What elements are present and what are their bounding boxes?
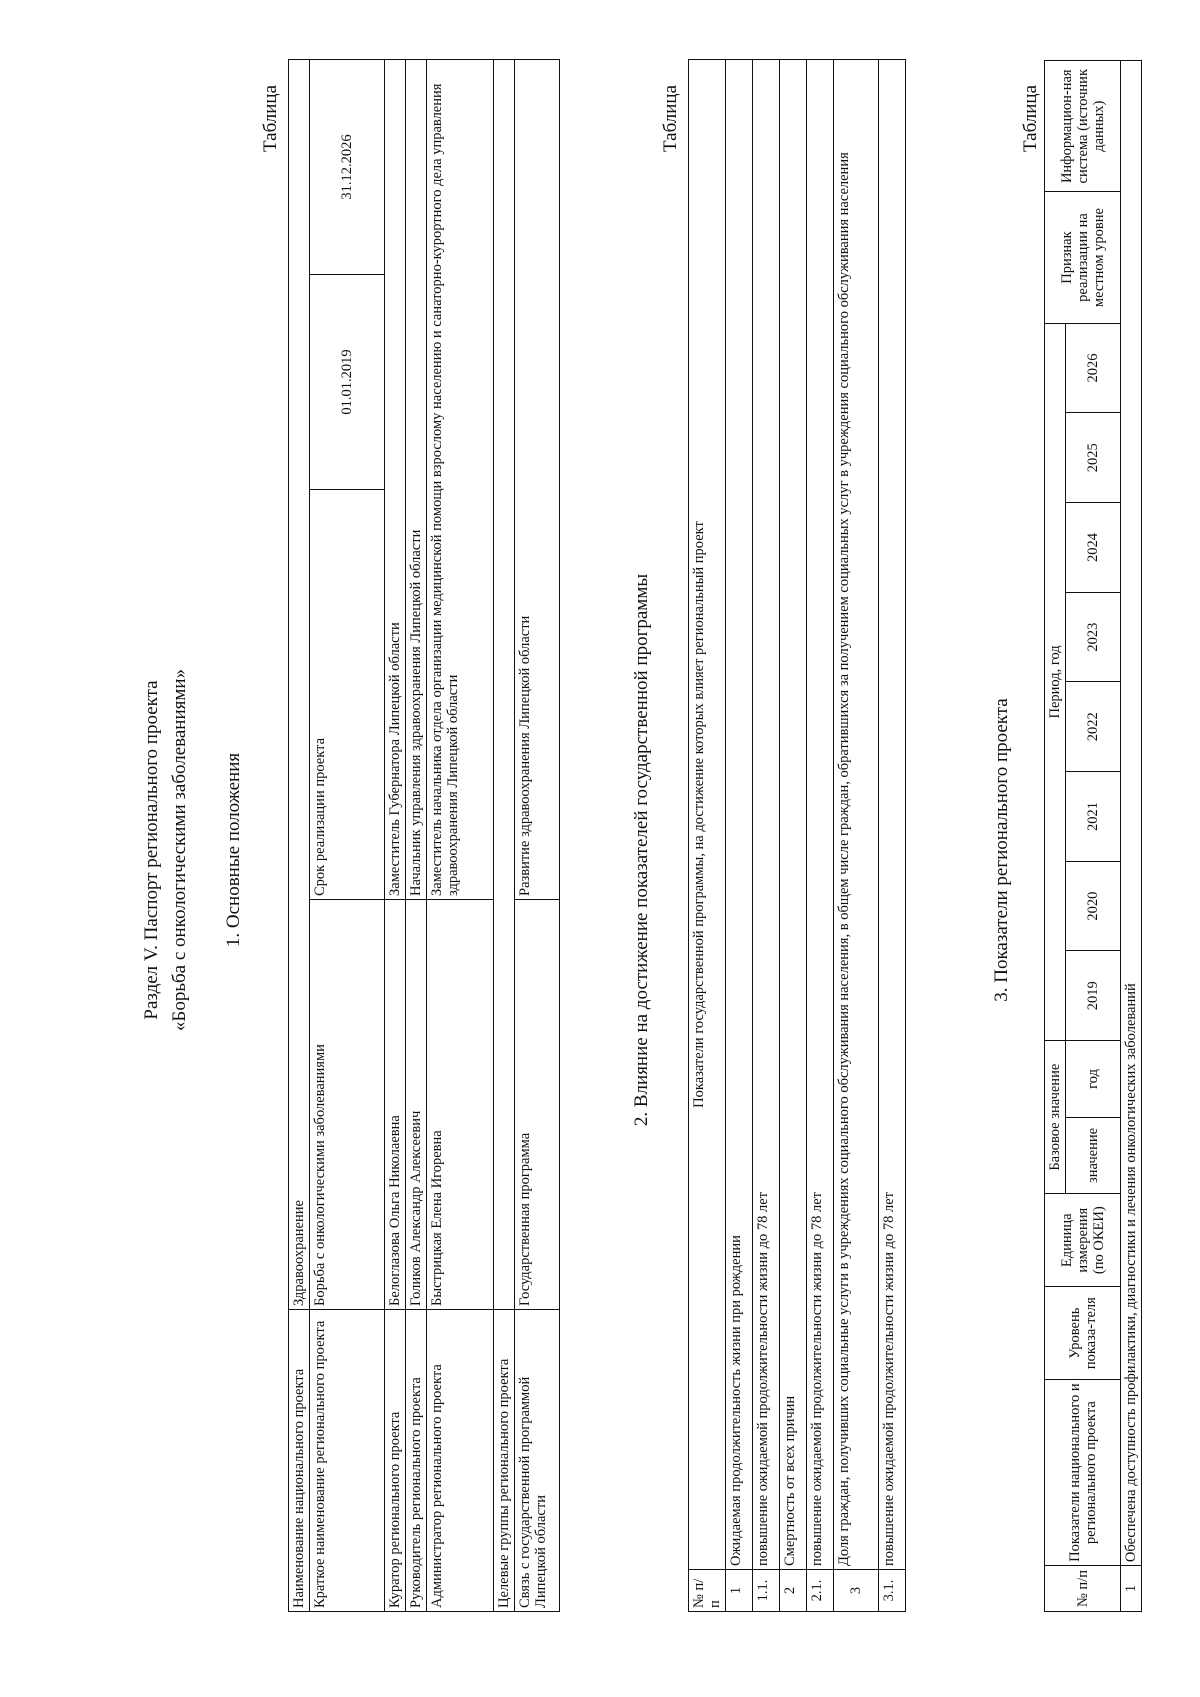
header-local: Признак реализации на местном уровне	[1045, 192, 1121, 323]
header-year: 2024	[1066, 503, 1121, 593]
row-label: Целевые группы регионального проекта	[494, 1310, 515, 1612]
row-value: Борьба с онкологическими заболеваниями	[310, 900, 385, 1310]
section-1-heading: 1. Основные положения	[223, 752, 244, 948]
table-row	[385, 59, 406, 1611]
header-period: Период, год	[1045, 323, 1066, 1040]
row-text: повышение ожидаемой продолжительности жизни до 78 лет	[807, 60, 834, 1570]
rotated-page	[60, 60, 1160, 1640]
row-position: Заместитель начальника отдела организации медицинской помощи взрослому населению и санаторно-курортного дела управления здравоохранения Липецкой области	[427, 59, 494, 899]
header-indicators: Показатели национального и регионального проекта	[1045, 1380, 1121, 1566]
row-position: Начальник управления здравоохранения Липецкой области	[406, 59, 427, 899]
row-num: 3	[834, 1570, 879, 1612]
row-label: Куратор регионального проекта	[385, 1310, 406, 1612]
row-text: Доля граждан, получивших социальные услуги в учреждениях социального обслуживания населения, в общем числе граждан, обратившихся за получением социальных услуг в учреждения социального обслуживания населения	[834, 60, 879, 1570]
row-text: Ожидаемая продолжительность жизни при рождении	[726, 60, 753, 1570]
row-label: Связь с государственной программой Липецкой области	[515, 1310, 560, 1612]
row-value: Здравоохранение	[289, 59, 310, 1309]
table-row	[515, 59, 560, 1611]
row-value	[494, 59, 515, 1309]
row-text: Смертность от всех причин	[780, 60, 807, 1570]
row-num: 1	[726, 1570, 753, 1612]
gov-program-table	[688, 59, 906, 1612]
table-row	[427, 59, 494, 1611]
table-row	[494, 59, 515, 1611]
header-base: Базовое значение	[1045, 1041, 1066, 1194]
header-base-year: год	[1066, 1041, 1121, 1118]
table-2-caption: Таблица	[660, 84, 681, 152]
section-2-heading: 2. Влияние на достижение показателей государственной программы	[631, 573, 652, 1127]
table-row	[1121, 61, 1142, 1612]
table-header-row	[1045, 61, 1066, 1612]
header-num: № п/п	[1045, 1566, 1121, 1612]
row-label: Краткое наименование регионального проекта	[310, 1310, 385, 1612]
row-num: 3.1.	[879, 1570, 906, 1612]
table-3-caption: Таблица	[1020, 84, 1041, 152]
table-row	[289, 59, 310, 1611]
row-value: Белоглазова Ольга Николаевна	[385, 900, 406, 1310]
table-row	[834, 60, 879, 1612]
row-text: Обеспечена доступность профилактики, диагностики и лечения онкологических заболеваний	[1121, 61, 1142, 1566]
table-row	[406, 59, 427, 1611]
row-label: Администратор регионального проекта	[427, 1310, 494, 1612]
header-num: № п/п	[689, 1570, 726, 1612]
header-year: 2026	[1066, 323, 1121, 413]
period-start: 01.01.2019	[310, 275, 385, 490]
header-year: 2019	[1066, 951, 1121, 1041]
table-header-row	[689, 60, 726, 1612]
header-unit: Единица измерения (по ОКЕИ)	[1045, 1194, 1121, 1287]
header-text: Показатели государственной программы, на достижение которых влияет региональный проект	[689, 60, 726, 1570]
row-position: Заместитель Губернатора Липецкой области	[385, 59, 406, 899]
header-year: 2025	[1066, 413, 1121, 503]
row-program: Развитие здравоохранения Липецкой области	[515, 59, 560, 899]
row-num: 1.1.	[753, 1570, 780, 1612]
period-label: Срок реализации проекта	[310, 490, 385, 900]
row-value: Голиков Александр Алексеевич	[406, 900, 427, 1310]
table-row	[726, 60, 753, 1612]
row-text: повышение ожидаемой продолжительности жизни до 78 лет	[879, 60, 906, 1570]
document-title	[138, 60, 194, 1640]
row-num: 2.1.	[807, 1570, 834, 1612]
row-num: 1	[1121, 1566, 1142, 1612]
title-line-1: Раздел V. Паспорт регионального проекта	[141, 680, 162, 1020]
header-level: Уровень показа-теля	[1045, 1287, 1121, 1380]
header-year: 2023	[1066, 592, 1121, 682]
table-row	[753, 60, 780, 1612]
header-year: 2022	[1066, 682, 1121, 772]
row-label: Наименование национального проекта	[289, 1310, 310, 1612]
passport-table	[288, 59, 560, 1612]
header-year: 2021	[1066, 772, 1121, 862]
table-1-caption: Таблица	[260, 84, 281, 152]
title-line-2: «Борьба с онкологическими заболеваниями»	[169, 668, 190, 1032]
section-3-heading: 3. Показатели регионального проекта	[991, 698, 1012, 1002]
table-row	[780, 60, 807, 1612]
table-row	[310, 59, 385, 1611]
row-value: Государственная программа	[515, 900, 560, 1310]
row-text: повышение ожидаемой продолжительности жизни до 78 лет	[753, 60, 780, 1570]
table-row	[879, 60, 906, 1612]
header-info: Информацион-ная система (источник данных)	[1045, 61, 1121, 192]
header-year: 2020	[1066, 861, 1121, 951]
row-num: 2	[780, 1570, 807, 1612]
period-end: 31.12.2026	[310, 59, 385, 274]
indicators-table	[1044, 60, 1142, 1612]
table-row	[807, 60, 834, 1612]
row-label: Руководитель регионального проекта	[406, 1310, 427, 1612]
row-value: Быстрицкая Елена Игоревна	[427, 900, 494, 1310]
header-base-value: значение	[1066, 1117, 1121, 1194]
